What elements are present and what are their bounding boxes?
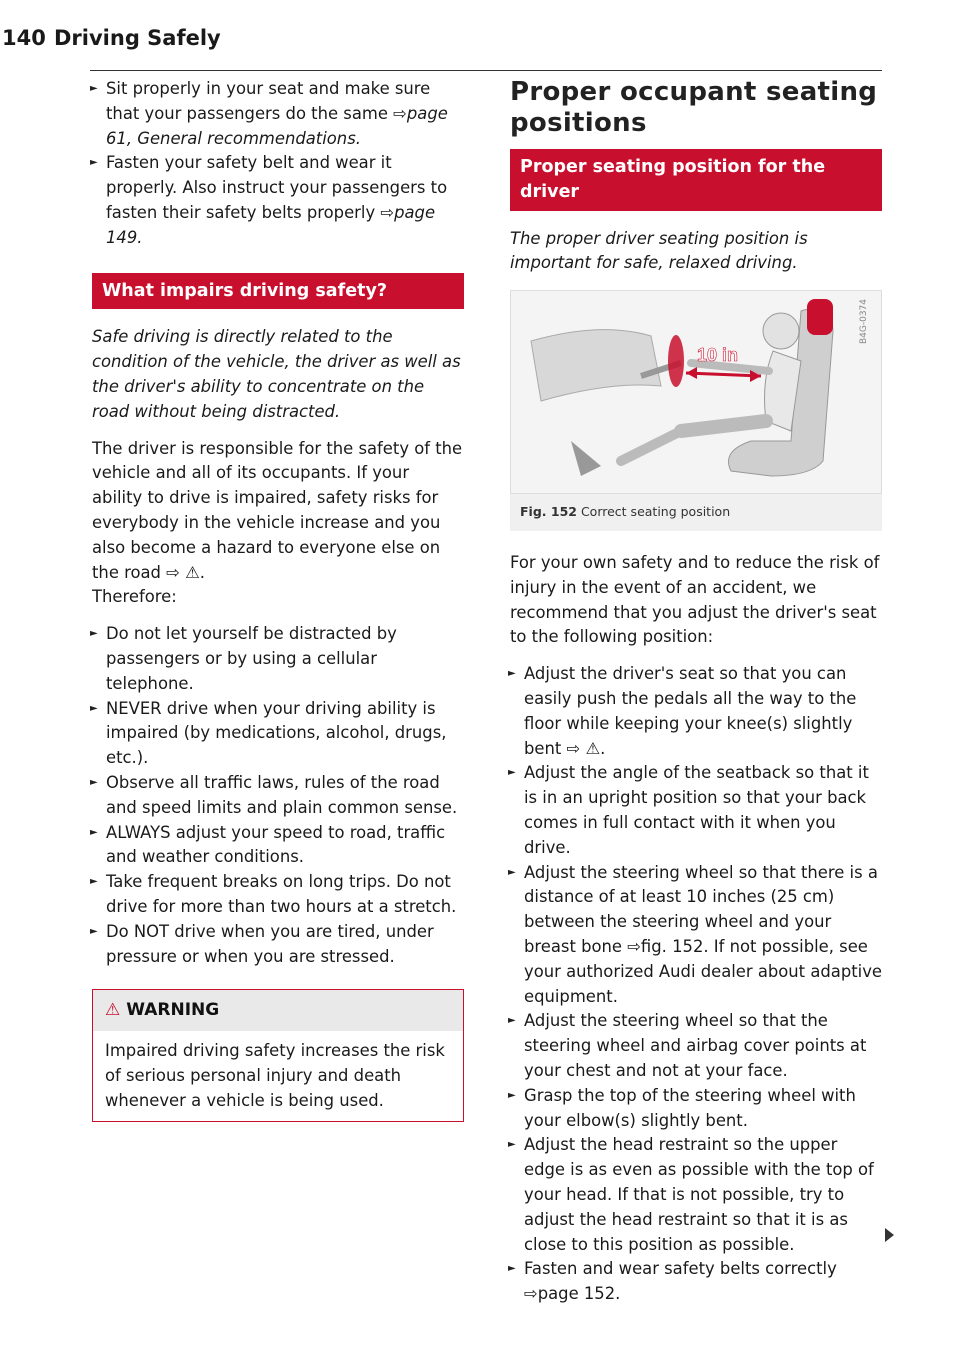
list-item: ► Take frequent breaks on long trips. Do not drive for more than two hours at a stretch.: [92, 870, 464, 920]
seating-bullet-list: [510, 662, 882, 1307]
section-intro: Safe driving is directly related to the condition of the vehicle, the driver as well as the driver's ability to concentrate on the road without being distracted.: [92, 327, 461, 421]
section-heading: What impairs driving safety?: [92, 273, 464, 310]
safety-bullet-list: [92, 622, 464, 969]
right-column: [510, 77, 882, 1307]
figure: [510, 290, 882, 531]
list-item: ► Adjust the angle of the seatback so that it is in an upright position so that your back comes in full contact with it when you drive.: [510, 761, 882, 860]
figure-label: Fig. 152: [520, 504, 577, 520]
distance-label: 10 in: [697, 345, 739, 366]
warning-icon: ⚠: [105, 1000, 121, 1021]
main-heading: Proper occupant seating positions: [510, 77, 878, 138]
list-item: ► Adjust the steering wheel so that there is a distance of at least 10 inches (25 cm) between the steering wheel and your breast bone ⇨fig. 152. If not possible, see your authorized Audi dealer about adaptive equipment.: [510, 861, 882, 1010]
section-intro: The proper driver seating position is important for safe, relaxed driving.: [510, 228, 808, 273]
warning-header: [93, 990, 463, 1031]
list-item: ► Fasten your safety belt and wear it properly. Also instruct your passengers to fasten their safety belts properly ⇨page 149.: [92, 151, 464, 250]
list-item: ► Adjust the head restraint so the upper edge is as even as possible with the top of your head. If that is not possible, try to adjust the head restraint so that it is as close to this position as possible.: [510, 1133, 882, 1257]
list-item: ► ALWAYS adjust your speed to road, traffic and weather conditions.: [92, 821, 464, 871]
figure-code: B4G-0374: [859, 299, 870, 345]
page-reference-link[interactable]: ⇨page 61, General recommendations.: [106, 103, 448, 148]
figure-caption-text: Correct seating position: [580, 504, 731, 520]
list-item: ► Sit properly in your seat and make sure that your passengers do the same ⇨page 61, General recommendations.: [92, 77, 464, 151]
header-divider: [90, 70, 882, 71]
warning-text: Impaired driving safety increases the risk of serious personal injury and death whenever a vehicle is being used.: [105, 1041, 445, 1110]
seating-position-illustration: [510, 290, 882, 494]
list-item: ► NEVER drive when your driving ability is impaired (by medications, alcohol, drugs, etc.).: [92, 697, 464, 771]
list-item: ► Fasten and wear safety belts correctly ⇨page 152.: [510, 1257, 882, 1307]
seating-diagram-svg: [511, 291, 881, 493]
list-item: ► Do not let yourself be distracted by passengers or by using a cellular telephone.: [92, 622, 464, 696]
list-item: ► Adjust the steering wheel so that the steering wheel and airbag cover points at your chest and not at your face.: [510, 1009, 882, 1083]
warning-box: [92, 989, 464, 1122]
page-reference-link[interactable]: ⇨page 149.: [106, 202, 436, 247]
warning-title: WARNING: [126, 1000, 220, 1021]
list-item: ► Do NOT drive when you are tired, under pressure or when you are stressed.: [92, 920, 464, 970]
section-heading: Proper seating position for the driver: [510, 149, 882, 211]
body-paragraph: The driver is responsible for the safety of the vehicle and all of its occupants. If your ability to drive is impaired, safety risks for everybody in the vehicle increase and you also become a hazard to everyone else on the road ⇨ ⚠.: [92, 438, 463, 582]
intro-bullet-list: [92, 77, 464, 251]
therefore-label: Therefore:: [92, 587, 177, 607]
continue-arrow-icon: [885, 1228, 894, 1242]
body-paragraph: For your own safety and to reduce the risk of injury in the event of an accident, we recommend that you adjust the driver's seat to the following position:: [510, 552, 880, 647]
page-number: 140: [2, 26, 46, 50]
page-header: [0, 18, 960, 54]
list-item: ► Adjust the driver's seat so that you can easily push the pedals all the way to the floor while keeping your knee(s) slightly bent ⇨ ⚠.: [510, 662, 882, 761]
chapter-title: Driving Safely: [54, 26, 221, 50]
list-item: ► Observe all traffic laws, rules of the road and speed limits and plain common sense.: [92, 771, 464, 821]
left-column: [92, 77, 464, 1122]
figure-caption: [510, 494, 882, 531]
list-item: ► Grasp the top of the steering wheel with your elbow(s) slightly bent.: [510, 1084, 882, 1134]
